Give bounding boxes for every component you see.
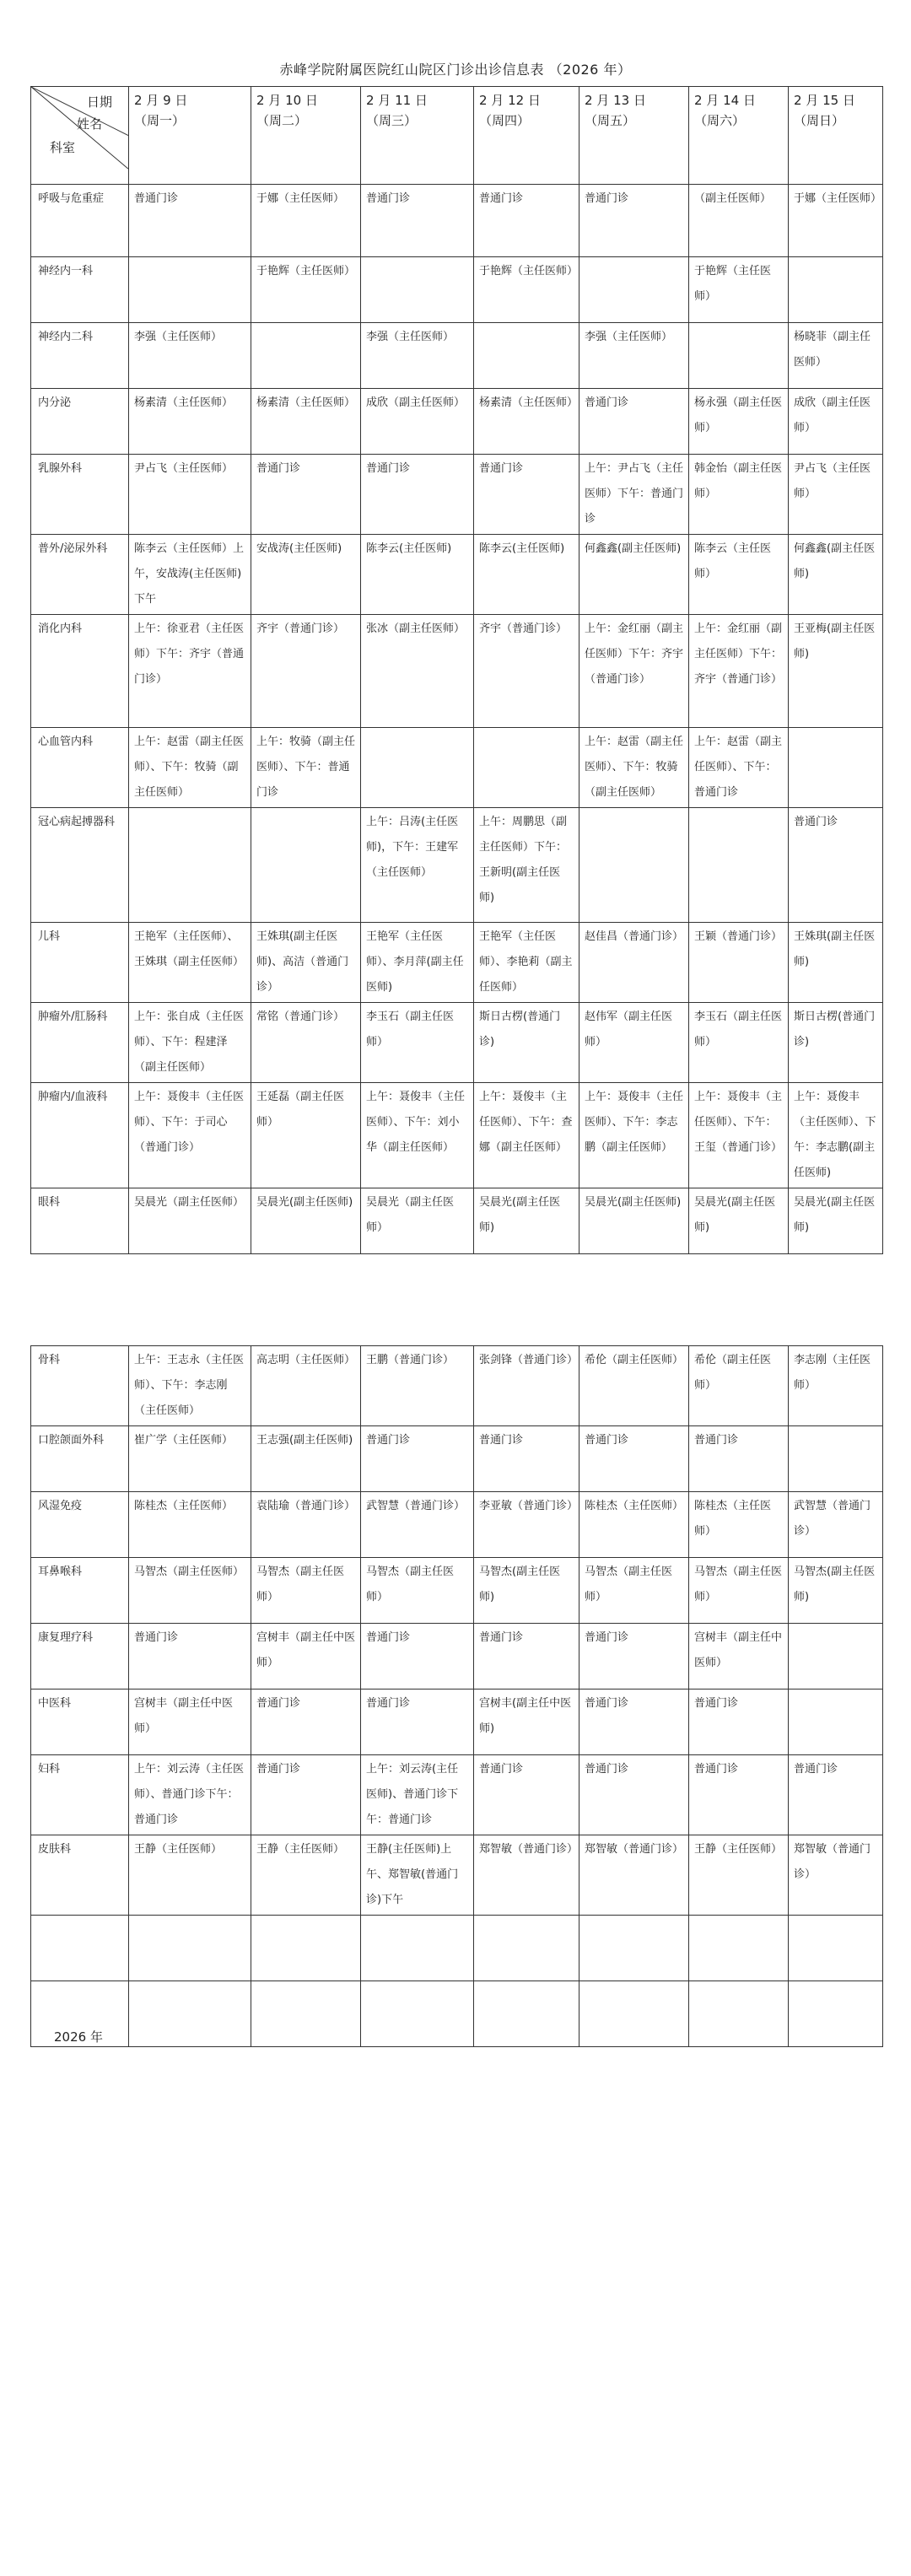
table-row [31,535,883,615]
table-row [31,615,883,728]
dept-cell: 呼吸与危重症 [31,185,129,257]
schedule-cell: 上午：尹占飞（主任医师）下午：普通门诊 [579,455,689,535]
schedule-cell: 李强（主任医师） [579,323,689,389]
day-date: 2 月 11 日 [366,93,428,108]
schedule-cell: 王亚梅(副主任医师) [789,615,883,728]
table-row [31,323,883,389]
schedule-cell: 上午：徐亚君（主任医师）下午：齐宇（普通门诊） [129,615,251,728]
schedule-cell: 王艳军（主任医师）、李月萍(副主任医师) [361,923,474,1003]
day-date: 2 月 10 日 [256,93,318,108]
schedule-cell: 于艳辉（主任医师） [474,257,579,323]
day-weekday: （周日） [794,113,845,128]
schedule-cell [579,1916,689,1981]
schedule-cell [789,1981,883,2047]
schedule-body-2 [31,1346,883,2047]
schedule-cell [689,323,789,389]
schedule-cell: 普通门诊 [579,185,689,257]
schedule-cell: 王延磊（副主任医师） [251,1083,361,1188]
schedule-body-1 [31,185,883,1254]
schedule-cell: 马智杰（副主任医师） [251,1558,361,1624]
schedule-cell: 郑智敏（普通门诊） [474,1835,579,1916]
schedule-cell: 李志刚（主任医师） [789,1346,883,1426]
schedule-cell: 斯日古楞(普通门诊) [474,1003,579,1083]
schedule-cell: 普通门诊 [579,1755,689,1835]
schedule-cell: （副主任医师） [689,185,789,257]
schedule-cell: 陈李云(主任医师) [474,535,579,615]
schedule-cell: 李强（主任医师） [361,323,474,389]
day-header [129,87,251,185]
page-title: 赤峰学院附属医院红山院区门诊出诊信息表 （2026 年） [279,62,632,78]
schedule-cell: 普通门诊 [361,1426,474,1492]
schedule-cell: 上午：牧骑（副主任医师）、下午：普通门诊 [251,728,361,808]
dept-cell: 妇科 [31,1755,129,1835]
day-header [789,87,883,185]
table-row [31,455,883,535]
day-weekday: （周六） [694,113,746,128]
schedule-cell: 马智杰(副主任医师) [474,1558,579,1624]
schedule-cell: 吴晨光(副主任医师) [474,1188,579,1254]
schedule-cell: 李强（主任医师） [129,323,251,389]
schedule-cell [129,257,251,323]
schedule-cell: 马智杰（副主任医师） [361,1558,474,1624]
schedule-cell: 吴晨光(副主任医师) [789,1188,883,1254]
schedule-cell: 王艳军（主任医师）、王姝琪（副主任医师） [129,923,251,1003]
schedule-cell: 希伦（副主任医师） [579,1346,689,1426]
schedule-cell: 普通门诊 [251,1755,361,1835]
schedule-cell: 宫树丰（副主任中医师） [251,1624,361,1689]
corner-dept-label: 科室 [50,140,76,155]
schedule-cell: 普通门诊 [689,1689,789,1755]
schedule-cell: 上午：赵雷（副主任医师）、下午：牧骑（副主任医师） [129,728,251,808]
table-row [31,1558,883,1624]
schedule-cell: 何鑫鑫(副主任医师) [579,535,689,615]
schedule-cell [689,1916,789,1981]
schedule-cell: 宫树丰(副主任中医师) [474,1689,579,1755]
day-weekday: （周三） [366,113,418,128]
schedule-cell: 王静（主任医师） [689,1835,789,1916]
table-row [31,1916,883,1981]
schedule-cell [129,808,251,923]
schedule-cell: 杨永强（副主任医师） [689,389,789,455]
schedule-cell: 崔广学（主任医师） [129,1426,251,1492]
schedule-cell [789,1426,883,1492]
dept-cell: 皮肤科 [31,1835,129,1916]
schedule-cell: 吴晨光(副主任医师) [579,1188,689,1254]
schedule-cell [129,1916,251,1981]
schedule-cell: 上午：聂俊丰（主任医师）、下午：查娜（副主任医师） [474,1083,579,1188]
schedule-cell: 普通门诊 [474,1624,579,1689]
day-weekday: （周二） [256,113,308,128]
schedule-cell [251,1916,361,1981]
schedule-cell: 杨素清（主任医师） [251,389,361,455]
day-header [474,87,579,185]
schedule-cell: 普通门诊 [129,185,251,257]
schedule-cell: 成欣（副主任医师） [361,389,474,455]
table-row [31,1689,883,1755]
schedule-cell: 马智杰（副主任医师） [129,1558,251,1624]
schedule-cell [474,323,579,389]
schedule-cell: 陈桂杰（主任医师） [129,1492,251,1558]
schedule-cell: 武智慧（普通门诊） [361,1492,474,1558]
day-header [251,87,361,185]
schedule-cell: 李玉石（副主任医师） [361,1003,474,1083]
schedule-cell: 李玉石（副主任医师） [689,1003,789,1083]
table-row [31,1835,883,1916]
schedule-cell: 普通门诊 [579,1624,689,1689]
dept-cell: 冠心病起搏器科 [31,808,129,923]
schedule-cell: 宫树丰（副主任中医师） [689,1624,789,1689]
schedule-cell: 常铭（普通门诊） [251,1003,361,1083]
schedule-cell: 成欣（副主任医师） [789,389,883,455]
schedule-cell: 普通门诊 [251,1689,361,1755]
schedule-cell: 吴晨光(副主任医师) [689,1188,789,1254]
schedule-cell: 上午：刘云涛(主任医师)、普通门诊下午：普通门诊 [361,1755,474,1835]
dept-cell: 儿科 [31,923,129,1003]
schedule-cell: 陈李云(主任医师) [361,535,474,615]
schedule-cell: 普通门诊 [361,455,474,535]
schedule-cell: 上午：刘云涛（主任医师）、普通门诊下午：普通门诊 [129,1755,251,1835]
schedule-cell: 李亚敏（普通门诊） [474,1492,579,1558]
schedule-cell [689,808,789,923]
day-header [689,87,789,185]
schedule-cell [251,323,361,389]
schedule-cell: 陈桂杰（主任医师） [579,1492,689,1558]
table-row [31,1624,883,1689]
schedule-cell: 普通门诊 [789,1755,883,1835]
schedule-cell: 安战涛(主任医师) [251,535,361,615]
schedule-cell: 于娜（主任医师） [251,185,361,257]
schedule-cell: 杨素清（主任医师） [129,389,251,455]
schedule-cell: 王颖（普通门诊） [689,923,789,1003]
schedule-cell [474,728,579,808]
table-row [31,1188,883,1254]
dept-cell: 内分泌 [31,389,129,455]
day-weekday: （周一） [134,113,186,128]
table-row [31,728,883,808]
schedule-cell: 普通门诊 [579,389,689,455]
schedule-cell: 马智杰（副主任医师） [579,1558,689,1624]
table-row [31,1346,883,1426]
dept-cell: 乳腺外科 [31,455,129,535]
day-weekday: （周四） [479,113,531,128]
schedule-cell: 王静(主任医师)上午、郑智敏(普通门诊)下午 [361,1835,474,1916]
schedule-cell [361,1981,474,2047]
schedule-cell [474,1981,579,2047]
schedule-cell: 王静（主任医师） [129,1835,251,1916]
schedule-cell [579,1981,689,2047]
schedule-cell: 斯日古楞(普通门诊) [789,1003,883,1083]
table-row [31,257,883,323]
schedule-cell: 上午：聂俊丰（主任医师）、下午：刘小华（副主任医师） [361,1083,474,1188]
dept-cell [31,1916,129,1981]
dept-cell: 肿瘤内/血液科 [31,1083,129,1188]
schedule-cell: 马智杰(副主任医师) [789,1558,883,1624]
schedule-cell: 希伦（副主任医师） [689,1346,789,1426]
dept-cell: 普外/泌尿外科 [31,535,129,615]
header-corner-cell [31,87,129,185]
schedule-cell: 普通门诊 [474,185,579,257]
table-row [31,389,883,455]
table-row [31,1003,883,1083]
schedule-cell [789,728,883,808]
dept-cell: 肿瘤外/肛肠科 [31,1003,129,1083]
day-header [579,87,689,185]
schedule-cell: 于娜（主任医师） [789,185,883,257]
schedule-cell: 马智杰（副主任医师） [689,1558,789,1624]
schedule-cell [361,257,474,323]
day-date: 2 月 13 日 [585,93,646,108]
schedule-cell: 吴晨光（副主任医师） [361,1188,474,1254]
schedule-cell: 高志明（主任医师） [251,1346,361,1426]
schedule-cell: 上午：聂俊丰（主任医师）、下午：李志鹏(副主任医师) [789,1083,883,1188]
schedule-cell: 张冰（副主任医师） [361,615,474,728]
schedule-cell: 宫树丰（副主任中医师） [129,1689,251,1755]
table-row [31,1492,883,1558]
schedule-cell: 上午：聂俊丰（主任医师）、下午：李志鹏（副主任医师） [579,1083,689,1188]
schedule-cell: 普通门诊 [361,1689,474,1755]
corner-date-label: 日期 [87,94,113,110]
schedule-cell [361,728,474,808]
schedule-cell [789,1916,883,1981]
dept-cell: 消化内科 [31,615,129,728]
schedule-cell: 王静（主任医师） [251,1835,361,1916]
schedule-cell: 王鹏（普通门诊） [361,1346,474,1426]
schedule-cell [789,257,883,323]
schedule-cell: 普通门诊 [689,1755,789,1835]
dept-cell: 耳鼻喉科 [31,1558,129,1624]
day-weekday: （周五） [585,113,636,128]
schedule-cell: 赵佳昌（普通门诊） [579,923,689,1003]
schedule-cell: 陈桂杰（主任医师） [689,1492,789,1558]
schedule-cell: 王艳军（主任医师）、李艳莉（副主任医师） [474,923,579,1003]
schedule-cell [579,808,689,923]
day-date: 2 月 15 日 [794,93,855,108]
schedule-cell: 郑智敏（普通门诊） [579,1835,689,1916]
schedule-cell: 赵伟军（副主任医师） [579,1003,689,1083]
table-row [31,923,883,1003]
schedule-cell: 杨晓菲（副主任医师） [789,323,883,389]
day-date: 2 月 14 日 [694,93,756,108]
schedule-cell: 普通门诊 [579,1689,689,1755]
schedule-cell: 王志强(副主任医师) [251,1426,361,1492]
schedule-table-2 [30,1345,883,2047]
schedule-cell: 普通门诊 [689,1426,789,1492]
day-date: 2 月 12 日 [479,93,541,108]
schedule-cell [579,257,689,323]
schedule-cell: 杨素清（主任医师） [474,389,579,455]
schedule-cell: 吴晨光（副主任医师） [129,1188,251,1254]
table-row [31,1426,883,1492]
table-row [31,1755,883,1835]
schedule-cell [361,1916,474,1981]
schedule-cell: 上午：赵雷（副主任医师）、下午：牧骑（副主任医师） [579,728,689,808]
schedule-cell: 何鑫鑫(副主任医师) [789,535,883,615]
schedule-cell: 上午：金红丽（副主任医师）下午：齐宇（普通门诊） [579,615,689,728]
day-header [361,87,474,185]
schedule-cell [251,808,361,923]
schedule-cell: 普通门诊 [251,455,361,535]
dept-cell: 中医科 [31,1689,129,1755]
schedule-cell: 普通门诊 [361,185,474,257]
schedule-cell: 吴晨光(副主任医师) [251,1188,361,1254]
schedule-cell [689,1981,789,2047]
schedule-cell: 尹占飞（主任医师） [129,455,251,535]
table-row [31,1083,883,1188]
schedule-cell: 韩金怡（副主任医师） [689,455,789,535]
schedule-cell: 普通门诊 [129,1624,251,1689]
day-date: 2 月 9 日 [134,93,188,108]
schedule-cell [789,1689,883,1755]
table-row [31,185,883,257]
schedule-cell: 普通门诊 [361,1624,474,1689]
schedule-cell: 于艳辉（主任医师） [251,257,361,323]
schedule-cell [474,1916,579,1981]
schedule-cell: 尹占飞（主任医师） [789,455,883,535]
footer-year: 2026 年 [54,2029,103,2045]
schedule-cell: 郑智敏（普通门诊） [789,1835,883,1916]
schedule-cell: 武智慧（普通门诊） [789,1492,883,1558]
schedule-cell: 袁陆瑜（普通门诊） [251,1492,361,1558]
schedule-cell: 上午：聂俊丰（主任医师）、下午：于司心（普通门诊） [129,1083,251,1188]
dept-cell: 口腔颌面外科 [31,1426,129,1492]
schedule-cell: 上午：赵雷（副主任医师）、下午：普通门诊 [689,728,789,808]
schedule-cell: 普通门诊 [474,1426,579,1492]
schedule-cell: 普通门诊 [474,1755,579,1835]
schedule-cell [789,1624,883,1689]
schedule-table-1 [30,86,883,1254]
schedule-cell: 齐宇（普通门诊） [251,615,361,728]
schedule-cell: 上午：周鹏思（副主任医师）下午：王新明(副主任医师) [474,808,579,923]
dept-cell: 心血管内科 [31,728,129,808]
dept-cell: 骨科 [31,1346,129,1426]
schedule-cell: 上午：聂俊丰（主任医师）、下午：王玺（普通门诊） [689,1083,789,1188]
schedule-cell: 上午：金红丽（副主任医师）下午：齐宇（普通门诊） [689,615,789,728]
schedule-cell: 普通门诊 [789,808,883,923]
dept-cell: 风湿免疫 [31,1492,129,1558]
schedule-cell: 陈李云（主任医师） [689,535,789,615]
schedule-cell: 齐宇（普通门诊） [474,615,579,728]
schedule-cell: 上午：吕涛(主任医师)，下午：王建军（主任医师） [361,808,474,923]
schedule-cell: 上午：王志永（主任医师）、下午：李志刚（主任医师） [129,1346,251,1426]
schedule-cell: 普通门诊 [579,1426,689,1492]
table-row [31,1981,883,2047]
corner-name-label: 姓名 [77,116,103,132]
dept-cell: 神经内一科 [31,257,129,323]
schedule-cell [129,1981,251,2047]
dept-cell: 眼科 [31,1188,129,1254]
schedule-cell: 王姝琪(副主任医师) [789,923,883,1003]
schedule-cell: 王姝琪(副主任医师)、高洁（普通门诊） [251,923,361,1003]
schedule-cell [251,1981,361,2047]
schedule-cell: 于艳辉（主任医师） [689,257,789,323]
schedule-cell: 普通门诊 [474,455,579,535]
schedule-cell: 上午：张自成（主任医师）、下午：程建泽（副主任医师） [129,1003,251,1083]
table-row [31,808,883,923]
diagonal-lines [31,87,128,184]
schedule-cell: 张剑锋（普通门诊） [474,1346,579,1426]
schedule-cell: 陈李云（主任医师）上午，安战涛(主任医师)下午 [129,535,251,615]
dept-cell: 康复理疗科 [31,1624,129,1689]
dept-cell: 神经内二科 [31,323,129,389]
